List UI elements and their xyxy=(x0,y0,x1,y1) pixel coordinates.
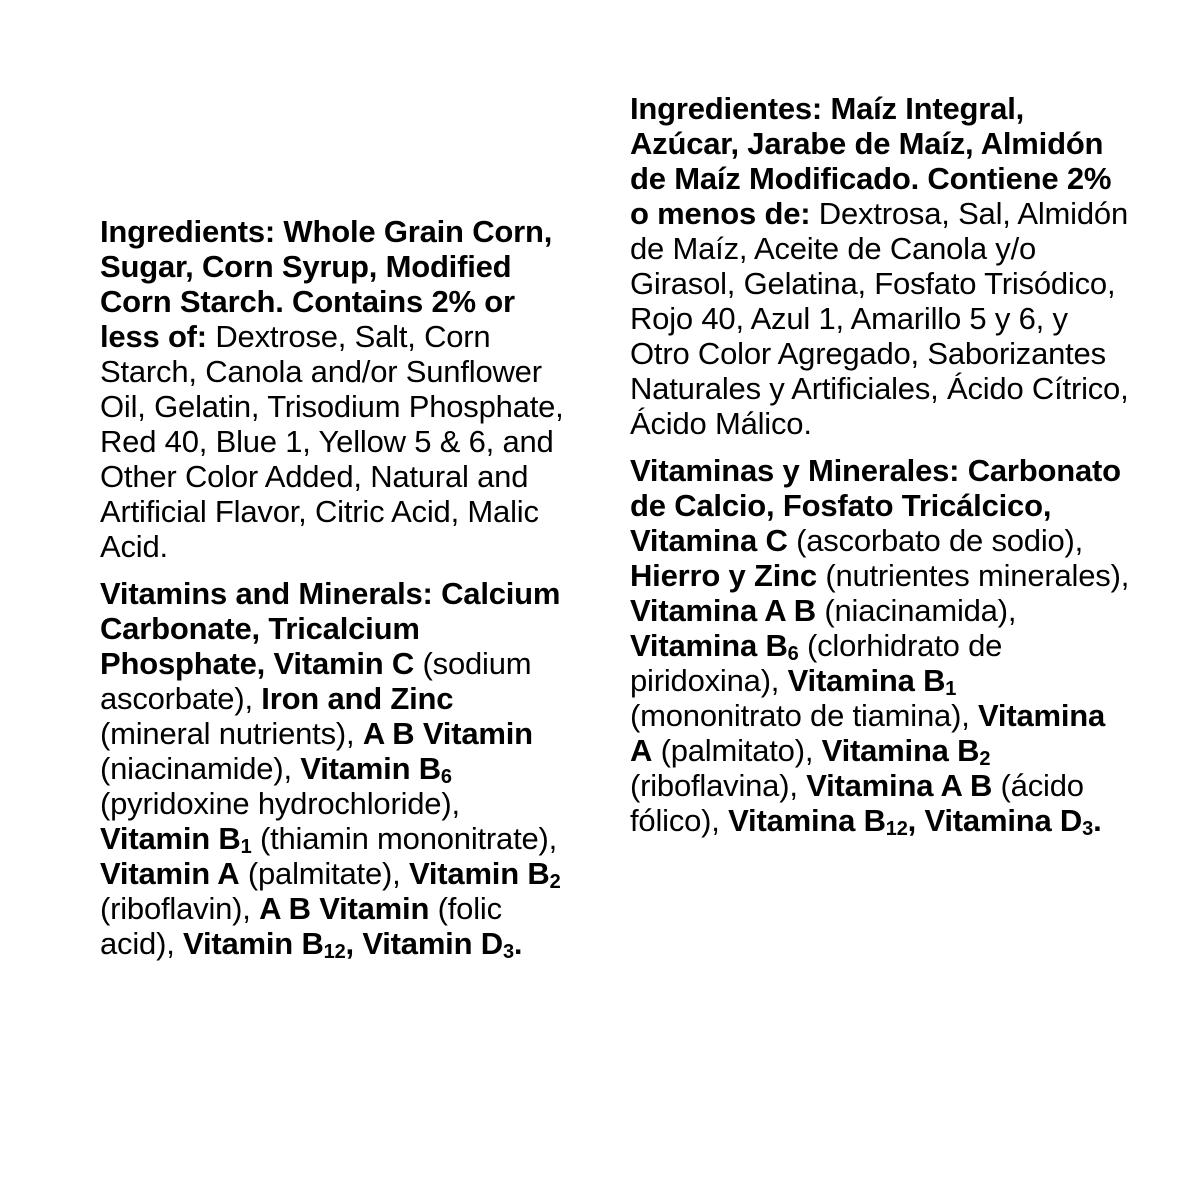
text-run: (thiamin mononitrate), xyxy=(251,821,558,856)
bold-text-run: Vitamin B xyxy=(100,821,241,856)
text-run: (palmitate), xyxy=(239,856,409,891)
spanish-vitamins-paragraph xyxy=(630,453,1130,838)
subscript-text: 6 xyxy=(787,643,799,665)
bold-text-run: Ingredients: Whole Grain Corn, Sugar, Corn Syrup, Modified Corn Starch. Contains 2% or less of: xyxy=(100,214,553,354)
spanish-ingredients-column xyxy=(630,91,1130,838)
text-run: (ácido fólico), xyxy=(630,768,1084,838)
text-run: (pyridoxine hydrochloride), xyxy=(100,786,460,821)
bold-text-run: Hierro y Zinc xyxy=(630,558,817,593)
bold-text-run: Vitamina B xyxy=(728,803,886,838)
bold-text-run: Vitamina A xyxy=(630,698,1106,768)
english-ingredients-column xyxy=(100,214,570,961)
bold-text-run: Vitamina B xyxy=(630,628,788,663)
spanish-ingredients-paragraph xyxy=(630,91,1130,441)
text-run: (sodium ascorbate), xyxy=(100,646,532,716)
subscript-text: 2 xyxy=(549,871,561,893)
text-run: (mineral nutrients), xyxy=(100,716,363,751)
text-run: (clorhidrato de piridoxina), xyxy=(630,628,1003,698)
bold-text-run: Vitaminas y Minerales: Carbonato de Calcio, Fosfato Tricálcico, Vitamina C xyxy=(630,453,1121,558)
bold-text-run: A B Vitamin xyxy=(362,716,533,751)
text-run: Dextrose, Salt, Corn Starch, Canola and/or Sunflower Oil, Gelatin, Trisodium Phosphate, Red 40, Blue 1, Yellow 5 & 6, and Other Color Added, Natural and Artificial Flavor, Citric Acid, Malic Acid. xyxy=(100,319,564,564)
text-run: (folic acid), xyxy=(100,891,502,961)
english-vitamins-paragraph xyxy=(100,576,570,961)
text-run: (riboflavina), xyxy=(630,768,807,803)
subscript-text: 2 xyxy=(979,748,991,770)
bold-text-run: . xyxy=(513,926,523,961)
subscript-text: 6 xyxy=(440,766,452,788)
subscript-text: 3 xyxy=(1082,818,1094,840)
bold-text-run: Vitamina A B xyxy=(630,593,816,628)
text-run: (riboflavin), xyxy=(100,891,260,926)
text-run: (mononitrato de tiamina), xyxy=(630,698,979,733)
bold-text-run: Vitamin A xyxy=(100,856,240,891)
text-run: (nutrientes minerales), xyxy=(816,558,1130,593)
bold-text-run: . xyxy=(1093,803,1102,838)
bold-text-run: A B Vitamin xyxy=(259,891,430,926)
bold-text-run: Iron and Zinc xyxy=(261,681,454,716)
text-run: (niacinamida), xyxy=(815,593,1017,628)
bold-text-run: , Vitamin D xyxy=(345,926,503,961)
subscript-text: 3 xyxy=(502,941,514,963)
english-ingredients-paragraph xyxy=(100,214,570,564)
bold-text-run: Vitamina A B xyxy=(806,768,993,803)
subscript-text: 1 xyxy=(240,836,252,858)
bold-text-run: Vitamin B xyxy=(183,926,324,961)
bold-text-run: Vitamins and Minerals: Calcium Carbonate, Tricalcium Phosphate, Vitamin C xyxy=(100,576,561,681)
bold-text-run: Vitamina B xyxy=(787,663,946,698)
bold-text-run: , Vitamina D xyxy=(907,803,1083,838)
subscript-text: 12 xyxy=(323,941,346,963)
subscript-text: 12 xyxy=(885,818,908,840)
bold-text-run: Vitamin B xyxy=(408,856,550,891)
text-run: (ascorbato de sodio), xyxy=(787,523,1084,558)
text-run: (niacinamide), xyxy=(100,751,301,786)
bold-text-run: Vitamina B xyxy=(821,733,980,768)
bold-text-run: Vitamin B xyxy=(300,751,441,786)
text-run: (palmitato), xyxy=(652,733,822,768)
text-run: Dextrosa, Sal, Almidón de Maíz, Aceite de Canola y/o Girasol, Gelatina, Fosfato Trisódico, Rojo 40, Azul 1, Amarillo 5 y 6, y Otro Color Agregado, Saborizantes Naturales y Artificiales, Ácido Cítrico, Ácido Málico. xyxy=(630,196,1129,441)
subscript-text: 1 xyxy=(945,678,957,700)
bold-text-run: Ingredientes: Maíz Integral, Azúcar, Jarabe de Maíz, Almidón de Maíz Modificado. Contiene 2% o menos de: xyxy=(630,91,1112,231)
